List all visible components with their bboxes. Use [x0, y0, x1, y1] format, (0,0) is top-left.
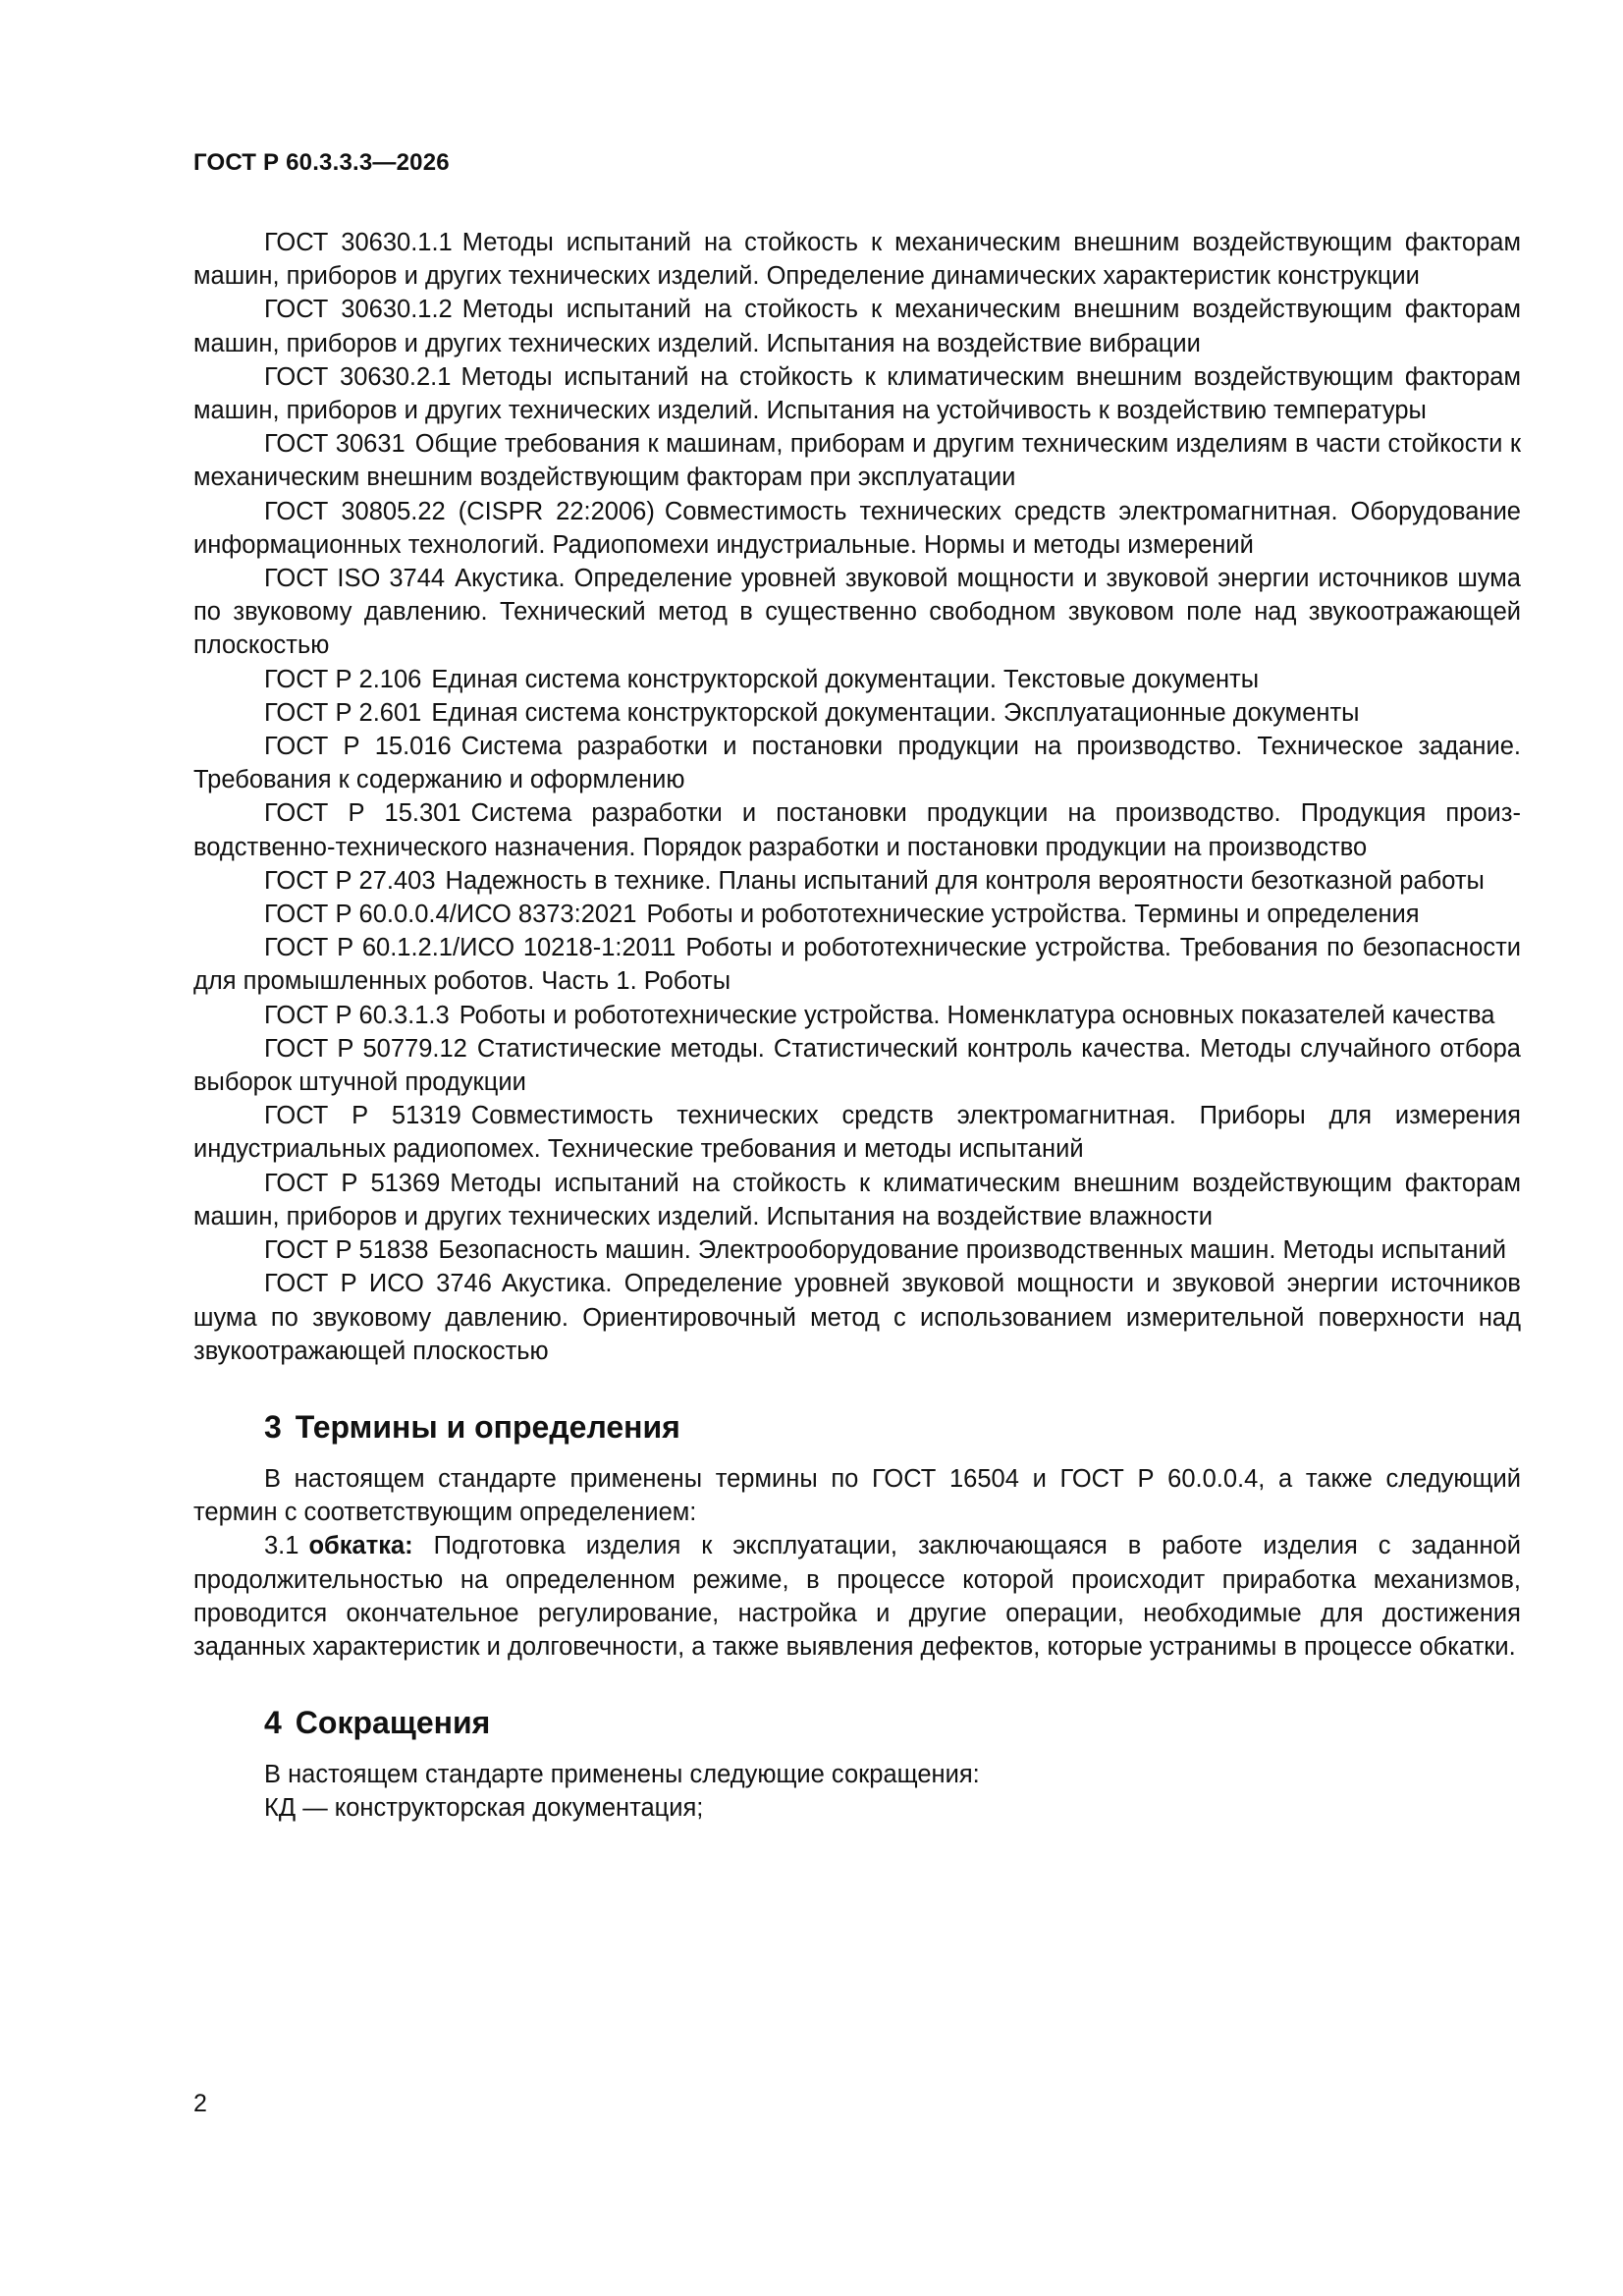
document-body [193, 226, 1521, 1826]
reference-title: Совместимость технических средств электромагнитная. Оборудование информационных технологий. Радиопомехи индустриальные. Нормы и методы измерений [193, 497, 1521, 559]
reference-code: ГОСТ Р 60.1.2.1/ИСО 10218-1:2011 [264, 934, 676, 962]
section-3-number: 3 [264, 1408, 282, 1445]
reference-item [193, 931, 1521, 998]
reference-item [193, 293, 1521, 359]
term-number: 3.1 [264, 1532, 299, 1560]
reference-code: ГОСТ Р 51319 [264, 1102, 461, 1130]
reference-code: ГОСТ Р 51369 [264, 1169, 441, 1197]
reference-title: Роботы и робототехнические устройства. Номенклатура основных показателей качества [459, 1001, 1495, 1029]
reference-item [193, 360, 1521, 427]
reference-item [193, 562, 1521, 663]
reference-item [193, 730, 1521, 796]
reference-item [193, 864, 1521, 898]
reference-title: Система разработки и постановки продукции на производство. Продукция производственно-технического назначения. Порядок разработки и постановки продукции на производство [193, 799, 1521, 861]
reference-title: Акустика. Определение уровней звуковой мощности и звуковой энергии источников шума по звуковому давлению. Ориентировочный метод с использованием измерительной поверхности над звукоотражающей плоскостью [193, 1270, 1521, 1365]
reference-title: Совместимость технических средств электромагнитная. Приборы для измерения индустриальных радиопомех. Технические требования и методы испытаний [193, 1102, 1521, 1164]
reference-code: ГОСТ 30805.22 (CISPR 22:2006) [264, 497, 655, 525]
reference-item [193, 226, 1521, 293]
term-definition [193, 1529, 1521, 1664]
reference-title: Безопасность машин. Электрооборудование производственных машин. Методы испытаний [438, 1236, 1506, 1265]
reference-code: ГОСТ Р 50779.12 [264, 1034, 467, 1063]
reference-item [193, 898, 1521, 931]
section-3-intro: В настоящем стандарте применены термины по ГОСТ 16504 и ГОСТ Р 60.0.0.4, а также следующий термин с соответствующим определением: [193, 1464, 1521, 1527]
reference-code: ГОСТ Р 27.403 [264, 866, 436, 895]
reference-title: Методы испытаний на стойкость к механическим внешним воздействующим факторам машин, приборов и других технических изделий. Испытания на воздействие вибрации [193, 296, 1521, 357]
reference-title: Единая система конструкторской документации. Эксплуатационные документы [431, 698, 1360, 727]
reference-code: ГОСТ ISO 3744 [264, 565, 446, 593]
reference-item [193, 1233, 1521, 1267]
reference-code: ГОСТ Р ИСО 3746 [264, 1270, 492, 1298]
reference-item [193, 1099, 1521, 1166]
reference-item [193, 1167, 1521, 1233]
section-4-title: Сокращения [295, 1705, 491, 1741]
normative-references-list [193, 226, 1521, 1368]
abbreviation-item: КД — конструкторская документация; [264, 1794, 704, 1823]
section-3-title: Термины и определения [295, 1408, 680, 1445]
reference-title: Система разработки и постановки продукции на производство. Техническое задание. Требования к содержанию и оформлению [193, 733, 1522, 794]
reference-title: Единая система конструкторской документации. Текстовые документы [431, 665, 1260, 693]
reference-title: Акустика. Определение уровней звуковой мощности и звуковой энергии источников шума по звуковому давлению. Технический метод в существенно свободном звуковом поле над звукоотражающей плоскостью [193, 565, 1521, 660]
reference-code: ГОСТ 30630.1.2 [264, 296, 453, 324]
reference-title: Статистические методы. Статистический контроль качества. Методы случайного отбора выборок штучной продукции [193, 1034, 1521, 1097]
reference-item [193, 427, 1521, 494]
page-number: 2 [193, 2090, 207, 2117]
term-text: Подготовка изделия к эксплуатации, заключающаяся в работе изделия с заданной продолжительностью на определенном режиме, в процессе которой происходит приработка механизмов, проводится окончательное регулирование, настройка и другие операции, необходимые для достижения заданных характеристик и долговечности, а также выявления дефектов, которые устранимы в процессе обкатки. [193, 1532, 1521, 1661]
reference-code: ГОСТ 30631 [264, 430, 406, 459]
reference-item [193, 696, 1521, 730]
document-code-header: ГОСТ Р 60.3.3.3—2026 [193, 149, 450, 176]
section-4-heading [264, 1703, 1521, 1742]
reference-code: ГОСТ Р 2.601 [264, 698, 422, 727]
section-4-number: 4 [264, 1705, 282, 1741]
reference-code: ГОСТ Р 51838 [264, 1236, 429, 1265]
term-name: обкатка: [308, 1532, 413, 1560]
reference-title: Роботы и робототехнические устройства. Термины и определения [646, 901, 1420, 929]
reference-title: Методы испытаний на стойкость к климатическим внешним воздействующим факторам машин, приборов и других технических изделий. Испытания на устойчивость к воздействию температуры [193, 362, 1521, 425]
reference-code: ГОСТ Р 60.3.1.3 [264, 1001, 450, 1029]
reference-title: Надежность в технике. Планы испытаний для контроля вероятности безотказной работы [445, 866, 1485, 895]
reference-code: ГОСТ Р 2.106 [264, 665, 422, 693]
reference-code: ГОСТ 30630.1.1 [264, 229, 453, 256]
reference-item [193, 1267, 1521, 1368]
reference-title: Общие требования к машинам, приборам и другим техническим изделиям в части стойкости к механическим внешним воздействующим факторам при эксплуатации [193, 430, 1521, 492]
reference-code: ГОСТ Р 15.301 [264, 799, 461, 828]
reference-code: ГОСТ Р 60.0.0.4/ИСО 8373:2021 [264, 901, 637, 929]
reference-title: Методы испытаний на стойкость к механическим внешним воздействующим факторам машин, приборов и других технических изделий. Определение динамических характеристик конструкции [193, 229, 1521, 291]
section-3-heading [264, 1407, 1521, 1447]
reference-item [193, 495, 1521, 562]
reference-title: Роботы и робототехнические устройства. Требования по безопасности для промышленных роботов. Часть 1. Роботы [193, 934, 1521, 996]
reference-code: ГОСТ 30630.2.1 [264, 362, 452, 391]
section-4-intro: В настоящем стандарте применены следующие сокращения: [264, 1761, 980, 1789]
reference-item [193, 999, 1521, 1032]
reference-item [193, 1032, 1521, 1099]
reference-item [193, 663, 1521, 696]
reference-title: Методы испытаний на стойкость к климатическим внешним воздействующим факторам машин, приборов и других технических изделий. Испытания на воздействие влажности [193, 1169, 1521, 1230]
reference-code: ГОСТ Р 15.016 [264, 733, 452, 761]
reference-item [193, 796, 1521, 863]
